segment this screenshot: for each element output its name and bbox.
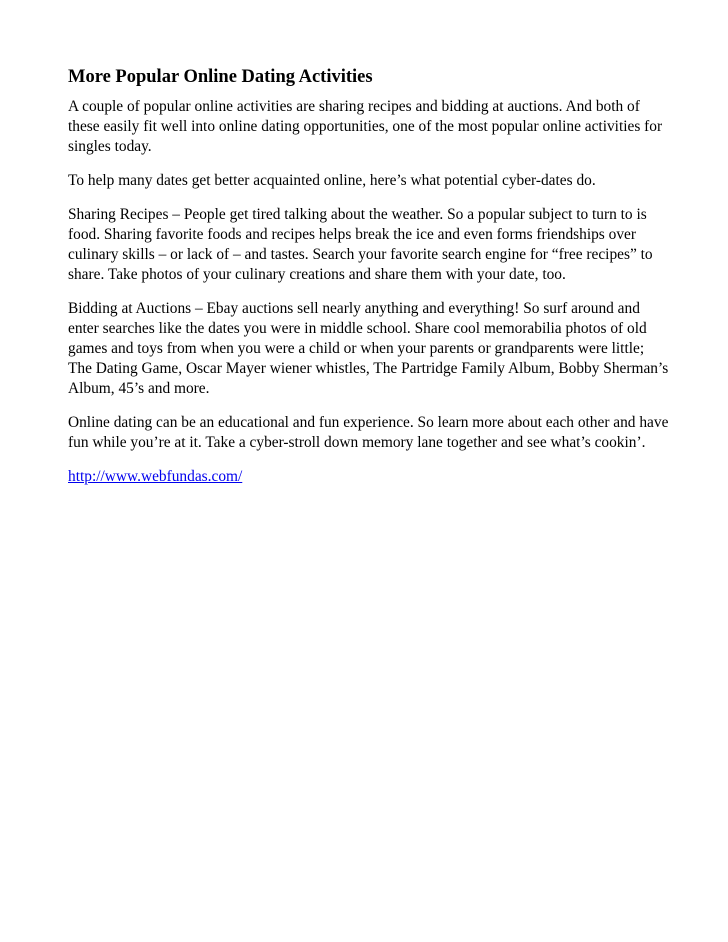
paragraph-conclusion: Online dating can be an educational and fun experience. So learn more about each other and have fun while you’re at it. Take a cyber-stroll down memory lane together and see what’s cookin’. — [68, 414, 669, 451]
paragraph-bidding-auctions: Bidding at Auctions – Ebay auctions sell nearly anything and everything! So surf around and enter searches like the dates you were in middle school. Share cool memorabilia photos of old games and toys from when you were a child or when your parents or grandparents were little; The Dating Game, Oscar Mayer wiener whistles, The Partridge Family Album, Bobby Sherman’s Album, 45’s and more. — [68, 300, 669, 397]
webfundas-link[interactable]: http://www.webfundas.com/ — [68, 468, 243, 485]
paragraph-cyber-dates: To help many dates get better acquainted online, here’s what potential cyber-dates do. — [68, 172, 596, 189]
document-title: More Popular Online Dating Activities — [68, 67, 373, 87]
document-page — [68, 66, 670, 487]
paragraph-intro: A couple of popular online activities are sharing recipes and bidding at auctions. And both of these easily fit well into online dating opportunities, one of the most popular online activities for singles today. — [68, 98, 663, 155]
paragraph-sharing-recipes: Sharing Recipes – People get tired talking about the weather. So a popular subject to turn to is food. Sharing favorite foods and recipes helps break the ice and even forms friendships over culinary skills – or lack of – and tastes. Search your favorite search engine for “free recipes” to share. Take photos of your culinary creations and share them with your date, too. — [68, 206, 653, 283]
